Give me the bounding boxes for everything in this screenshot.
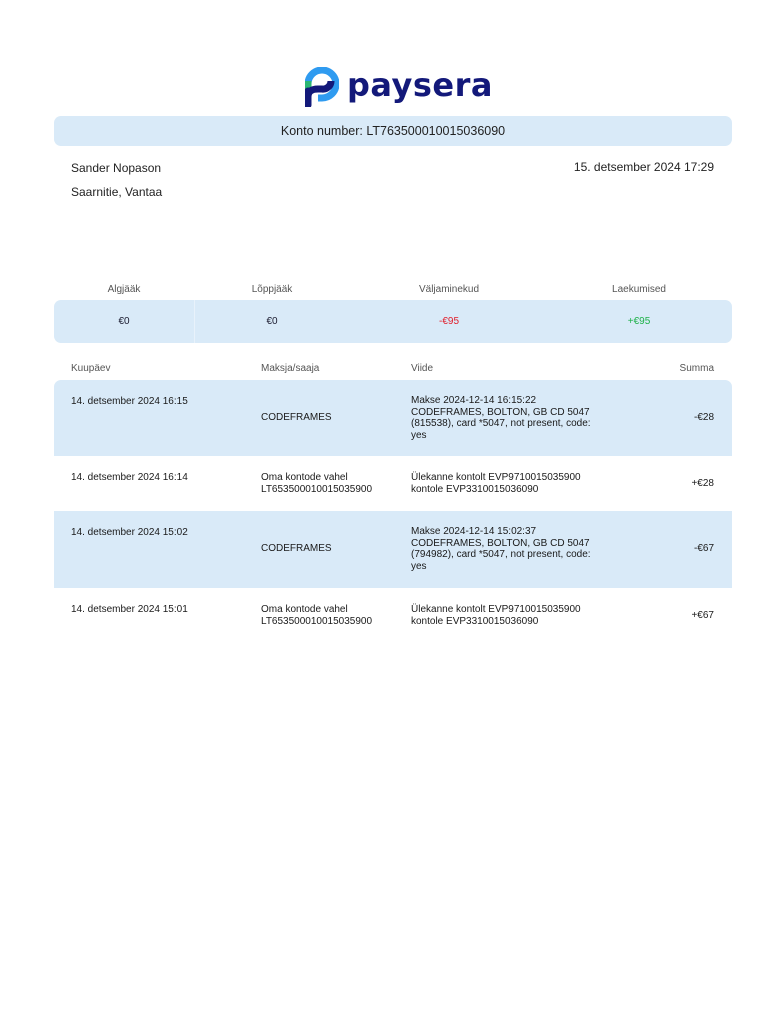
reference-line: Makse 2024-12-14 16:15:22 bbox=[411, 395, 537, 406]
party-line: Oma kontode vahel bbox=[261, 472, 348, 483]
row-date: 14. detsember 2024 15:02 bbox=[71, 527, 188, 538]
reference-line: Ülekanne kontolt EVP9710015035900 bbox=[411, 604, 581, 615]
row-amount: -€67 bbox=[693, 543, 714, 554]
brand-name: paysera bbox=[347, 66, 493, 104]
row-date: 14. detsember 2024 16:14 bbox=[71, 472, 188, 483]
account-number: Konto number: LT763500010015036090 bbox=[280, 124, 506, 138]
row-party bbox=[261, 543, 332, 555]
row-reference bbox=[411, 472, 581, 495]
summary-divider bbox=[194, 300, 195, 343]
row-party bbox=[261, 472, 372, 495]
row-amount: +€28 bbox=[691, 478, 714, 489]
closing-balance: €0 bbox=[266, 316, 278, 327]
party-line: CODEFRAMES bbox=[261, 543, 332, 554]
row-reference bbox=[411, 604, 581, 627]
reference-line: (794982), card *5047, not present, code: bbox=[411, 549, 591, 560]
table-row bbox=[54, 511, 732, 588]
row-party bbox=[261, 412, 332, 424]
reference-line: yes bbox=[411, 560, 427, 572]
owner-name: Sander Nopason bbox=[71, 161, 162, 175]
summary-header-opening: Algjääk bbox=[107, 284, 141, 295]
row-date: 14. detsember 2024 16:15 bbox=[71, 396, 188, 407]
paysera-logo-icon bbox=[305, 67, 339, 107]
account-number-bar bbox=[54, 116, 732, 146]
reference-line: (815538), card *5047, not present, code: bbox=[411, 418, 591, 429]
row-party bbox=[261, 604, 372, 627]
reference-line: kontole EVP3310015036090 bbox=[411, 483, 539, 495]
row-date: 14. detsember 2024 15:01 bbox=[71, 604, 188, 615]
incoming-total: +€95 bbox=[627, 316, 651, 327]
row-amount: +€67 bbox=[691, 610, 714, 621]
party-line: LT653500010015035900 bbox=[261, 483, 373, 495]
table-row bbox=[54, 380, 732, 456]
col-amount: Summa bbox=[679, 363, 714, 374]
party-line: Oma kontode vahel bbox=[261, 604, 348, 615]
col-date: Kuupäev bbox=[71, 363, 111, 374]
owner-address: Saarnitie, Vantaa bbox=[71, 185, 163, 199]
col-reference: Viide bbox=[411, 363, 434, 374]
party-line: CODEFRAMES bbox=[261, 412, 332, 423]
summary-box bbox=[54, 300, 732, 343]
summary-headers bbox=[54, 284, 732, 298]
table-row bbox=[54, 588, 732, 643]
summary-header-outgoing: Väljaminekud bbox=[418, 284, 480, 295]
table-row bbox=[54, 456, 732, 511]
paysera-logo bbox=[305, 66, 493, 108]
opening-balance: €0 bbox=[118, 316, 130, 327]
outgoing-total: -€95 bbox=[438, 316, 460, 327]
reference-line: CODEFRAMES, BOLTON, GB CD 5047 bbox=[411, 537, 590, 549]
account-owner bbox=[71, 160, 162, 208]
party-line: LT653500010015035900 bbox=[261, 615, 373, 627]
summary-header-incoming: Laekumised bbox=[612, 284, 666, 295]
row-amount: -€28 bbox=[693, 412, 714, 423]
reference-line: Ülekanne kontolt EVP9710015035900 bbox=[411, 472, 581, 483]
col-party: Maksja/saaja bbox=[261, 363, 320, 374]
row-reference bbox=[411, 526, 591, 572]
row-reference bbox=[411, 395, 591, 441]
summary-header-closing: Lõppjääk bbox=[251, 284, 293, 295]
reference-line: Makse 2024-12-14 15:02:37 bbox=[411, 526, 537, 537]
statement-date: 15. detsember 2024 17:29 bbox=[573, 160, 714, 174]
reference-line: kontole EVP3310015036090 bbox=[411, 615, 539, 627]
reference-line: CODEFRAMES, BOLTON, GB CD 5047 bbox=[411, 406, 590, 418]
reference-line: yes bbox=[411, 429, 427, 441]
transactions-header bbox=[54, 363, 732, 377]
